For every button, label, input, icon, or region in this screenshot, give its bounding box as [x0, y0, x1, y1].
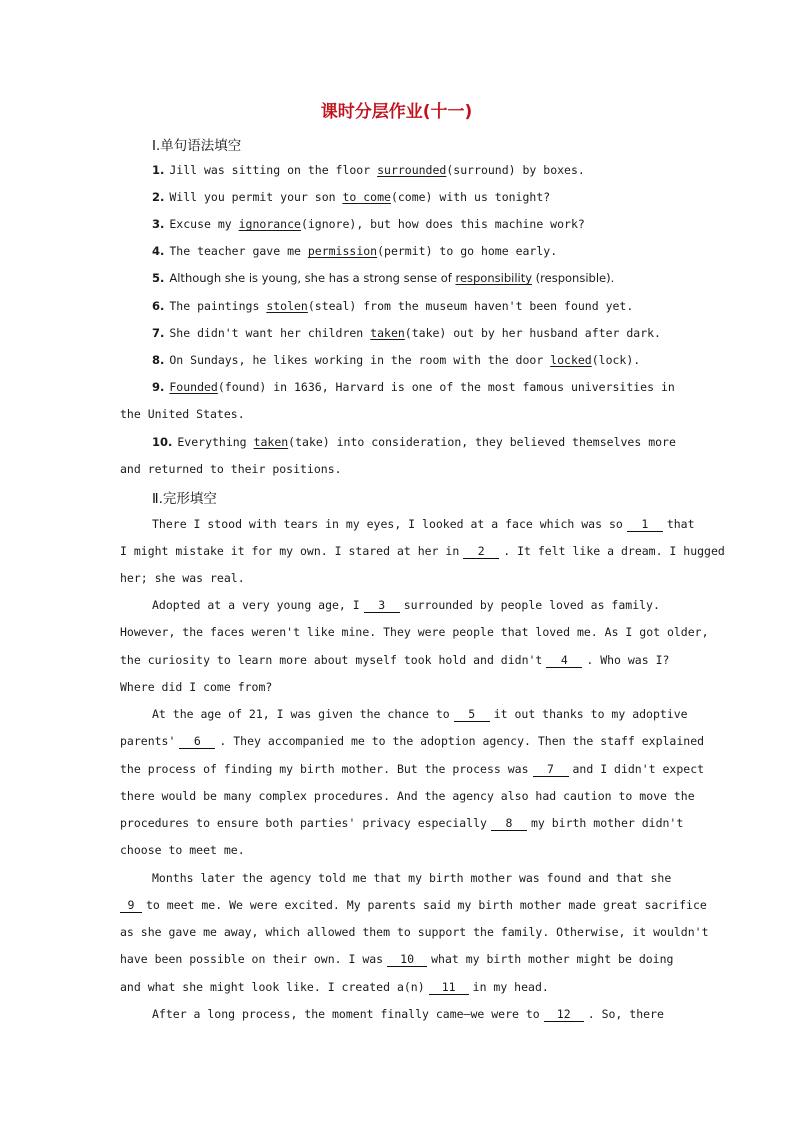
list-item [152, 351, 674, 369]
passage-text: my birth mother didn't [530, 816, 684, 830]
item-text: (found) in 1636, Harvard is one of the most famous universities in [217, 380, 675, 394]
item-text: (come) with us tonight? [390, 190, 551, 204]
item-text: (responsible). [532, 271, 615, 285]
answer: to come [342, 190, 391, 204]
blank: 6 [179, 734, 215, 749]
item-text: (take) out by her husband after dark. [404, 326, 661, 340]
passage-line [120, 542, 725, 560]
passage-text: the process of finding my birth mother. But the process was [120, 762, 529, 776]
item-text: (take) into consideration, they believed themselves more [288, 435, 676, 449]
item-continuation: the United States. [120, 407, 245, 421]
list-item [152, 161, 674, 179]
passage-text: to meet me. We were excited. My parents said my birth mother made great sacrifice [146, 898, 707, 912]
passage-line [120, 596, 674, 614]
passage-line [120, 732, 705, 750]
passage-text: that [666, 517, 695, 531]
passage-line: her; she was real. [120, 571, 245, 585]
item-text: Everything [177, 435, 254, 449]
passage-text: . So, there [587, 1007, 664, 1021]
passage-text: surrounded by people loved as family. [403, 598, 660, 612]
answer: locked [550, 353, 592, 367]
item-number: 8. [152, 353, 165, 367]
passage-line: Months later the agency told me that my birth mother was found and that she [152, 871, 672, 885]
item-text: The teacher gave me [169, 244, 308, 258]
item-number: 9. [152, 380, 165, 394]
list-item [152, 215, 674, 233]
passage-line [120, 950, 674, 968]
blank: 3 [364, 598, 400, 613]
passage-text: the curiosity to learn more about myself took hold and didn't [120, 653, 543, 667]
list-item [152, 433, 674, 451]
blank: 9 [120, 898, 142, 913]
item-number: 2. [152, 190, 165, 204]
item-text: (ignore), but how does this machine work? [300, 217, 585, 231]
passage-line [120, 814, 684, 832]
answer: surrounded [377, 163, 447, 177]
passage-line [120, 760, 705, 778]
passage-line: However, the faces weren't like mine. They were people that loved me. As I got older, [120, 625, 709, 639]
passage-line: there would be many complex procedures. And the agency also had caution to move the [120, 789, 695, 803]
passage-line [120, 896, 707, 914]
answer: taken [253, 435, 289, 449]
passage-text: what my birth mother might be doing [431, 952, 674, 966]
item-text: Jill was sitting on the floor [169, 163, 378, 177]
list-item [152, 324, 674, 342]
item-text: (permit) to go home early. [377, 244, 558, 258]
passage-line [120, 978, 674, 996]
item-number: 4. [152, 244, 165, 258]
blank: 10 [387, 952, 427, 967]
blank: 12 [544, 1007, 584, 1022]
section-heading-cloze: Ⅱ.完形填空 [152, 491, 217, 507]
item-number: 6. [152, 299, 165, 313]
item-number: 7. [152, 326, 165, 340]
blank: 2 [463, 544, 499, 559]
blank: 11 [429, 980, 469, 995]
passage-text: At the age of 21, I was given the chance to [152, 707, 450, 721]
answer: taken [370, 326, 405, 340]
passage-text: Adopted at a very young age, I [152, 598, 360, 612]
passage-line [120, 705, 688, 723]
passage-text: . Who was I? [586, 653, 670, 667]
list-item [152, 188, 674, 206]
item-text: (lock). [591, 353, 641, 367]
item-text: The paintings [169, 299, 267, 313]
list-item [152, 269, 674, 287]
answer: stolen [266, 299, 308, 313]
item-continuation: and returned to their positions. [120, 462, 342, 476]
blank: 1 [627, 517, 663, 532]
passage-text: I might mistake it for my own. I stared at her in [120, 544, 460, 558]
blank: 5 [454, 707, 490, 722]
item-number: 5. [152, 271, 165, 285]
passage-text: After a long process, the moment finally came—we were to [152, 1007, 540, 1021]
answer: responsibility [455, 271, 533, 285]
passage-line: Where did I come from? [120, 680, 273, 694]
passage-text: procedures to ensure both parties' privacy especially [120, 816, 487, 830]
item-number: 1. [152, 163, 165, 177]
list-item [152, 242, 674, 260]
item-number: 3. [152, 217, 165, 231]
item-number: 10. [152, 435, 173, 449]
passage-text: it out thanks to my adoptive [493, 707, 688, 721]
passage-line [120, 515, 695, 533]
passage-text: and I didn't expect [572, 762, 705, 776]
answer: Founded [169, 380, 218, 394]
list-item [152, 297, 674, 315]
passage-line [120, 651, 674, 669]
item-text: (surround) by boxes. [446, 163, 585, 177]
passage-text: in my head. [472, 980, 549, 994]
passage-line: as she gave me away, which allowed them to support the family. Otherwise, it wouldn't [120, 925, 709, 939]
item-text: She didn't want her children [169, 326, 371, 340]
page-title: 课时分层作业(十一) [320, 102, 473, 122]
list-item [152, 378, 674, 396]
blank: 4 [546, 653, 582, 668]
blank: 8 [491, 816, 527, 831]
item-text: Excuse my [169, 217, 239, 231]
section-heading-grammar: Ⅰ.单句语法填空 [152, 138, 242, 154]
passage-text: have been possible on their own. I was [120, 952, 384, 966]
answer: permission [307, 244, 378, 258]
passage-line: choose to meet me. [120, 843, 245, 857]
item-text: (steal) from the museum haven't been found yet. [307, 299, 634, 313]
item-text: Although she is young, she has a strong sense of [169, 271, 456, 285]
passage-text: . They accompanied me to the adoption agency. Then the staff explained [219, 734, 705, 748]
passage-text: There I stood with tears in my eyes, I looked at a face which was so [152, 517, 623, 531]
passage-text: . It felt like a dream. I hugged [503, 544, 725, 558]
item-text: On Sundays, he likes working in the room with the door [169, 353, 551, 367]
passage-text: parents' [120, 734, 176, 748]
item-text: Will you permit your son [169, 190, 343, 204]
passage-line [120, 1005, 674, 1023]
blank: 7 [533, 762, 569, 777]
answer: ignorance [238, 217, 301, 231]
passage-text: and what she might look like. I created a(n) [120, 980, 425, 994]
